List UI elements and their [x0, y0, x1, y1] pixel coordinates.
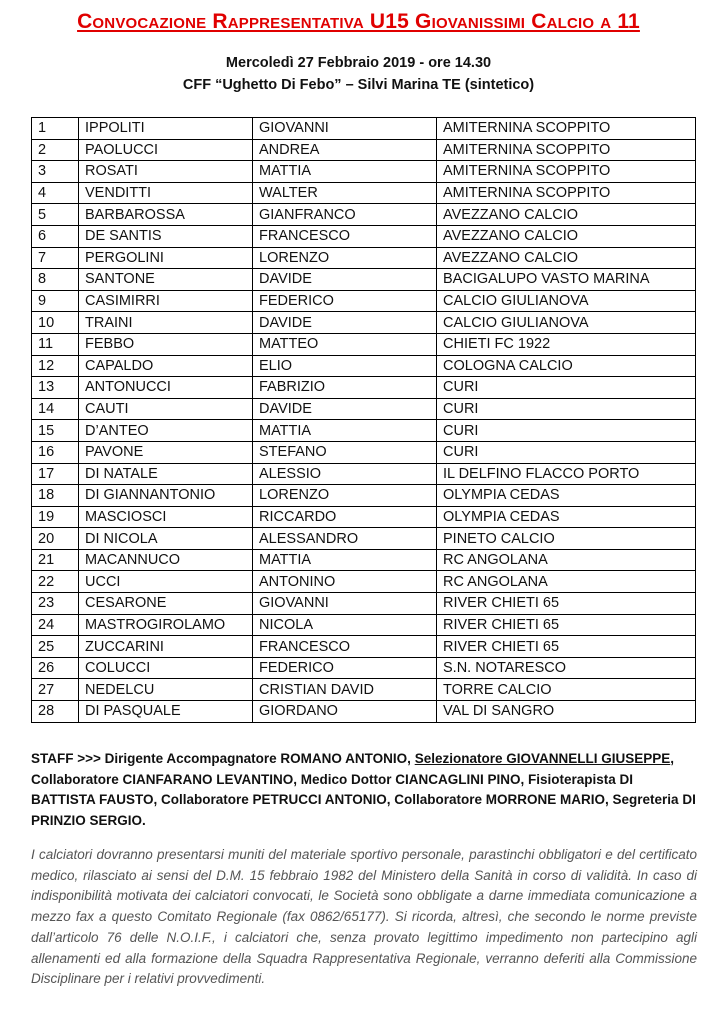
player-surname: PAVONE	[79, 441, 253, 463]
player-surname: SANTONE	[79, 269, 253, 291]
player-surname: CESARONE	[79, 593, 253, 615]
player-name: RICCARDO	[253, 506, 437, 528]
player-surname: CAUTI	[79, 398, 253, 420]
player-number: 11	[32, 333, 79, 355]
player-club: AMITERNINA SCOPPITO	[437, 139, 696, 161]
venue-line: CFF “Ughetto Di Febo” – Silvi Marina TE (sintetico)	[182, 77, 535, 93]
player-club: S.N. NOTARESCO	[437, 657, 696, 679]
player-name: ELIO	[253, 355, 437, 377]
table-row	[32, 593, 696, 615]
player-club: OLYMPIA CEDAS	[437, 506, 696, 528]
table-row	[32, 701, 696, 723]
table-row	[32, 614, 696, 636]
player-number: 13	[32, 377, 79, 399]
player-number: 16	[32, 441, 79, 463]
player-club: CALCIO GIULIANOVA	[437, 312, 696, 334]
date-line: Mercoledì 27 Febbraio 2019 - ore 14.30	[225, 55, 492, 71]
player-number: 17	[32, 463, 79, 485]
player-number: 6	[32, 225, 79, 247]
player-number: 26	[32, 657, 79, 679]
player-number: 21	[32, 549, 79, 571]
table-row	[32, 420, 696, 442]
player-club: IL DELFINO FLACCO PORTO	[437, 463, 696, 485]
player-name: CRISTIAN DAVID	[253, 679, 437, 701]
player-surname: ANTONUCCI	[79, 377, 253, 399]
table-row	[32, 161, 696, 183]
table-row	[32, 441, 696, 463]
table-row	[32, 549, 696, 571]
player-number: 1	[32, 118, 79, 140]
player-club: CURI	[437, 377, 696, 399]
player-surname: MACANNUCO	[79, 549, 253, 571]
player-surname: DI GIANNANTONIO	[79, 485, 253, 507]
player-number: 5	[32, 204, 79, 226]
table-row	[32, 506, 696, 528]
player-number: 4	[32, 182, 79, 204]
table-row	[32, 657, 696, 679]
player-club: CALCIO GIULIANOVA	[437, 290, 696, 312]
player-name: ANTONINO	[253, 571, 437, 593]
player-name: NICOLA	[253, 614, 437, 636]
table-row	[32, 485, 696, 507]
player-surname: ROSATI	[79, 161, 253, 183]
player-name: MATTIA	[253, 161, 437, 183]
document-title: Convocazione Rappresentativa U15 Giovanissimi Calcio a 11	[77, 10, 640, 33]
player-club: CURI	[437, 420, 696, 442]
player-name: LORENZO	[253, 247, 437, 269]
table-row	[32, 377, 696, 399]
player-surname: NEDELCU	[79, 679, 253, 701]
table-row	[32, 333, 696, 355]
player-surname: CAPALDO	[79, 355, 253, 377]
player-surname: DI NATALE	[79, 463, 253, 485]
player-surname: PERGOLINI	[79, 247, 253, 269]
player-club: AMITERNINA SCOPPITO	[437, 118, 696, 140]
player-name: WALTER	[253, 182, 437, 204]
player-number: 2	[32, 139, 79, 161]
player-number: 7	[32, 247, 79, 269]
player-number: 3	[32, 161, 79, 183]
player-number: 20	[32, 528, 79, 550]
player-number: 19	[32, 506, 79, 528]
table-row	[32, 312, 696, 334]
player-name: FEDERICO	[253, 290, 437, 312]
player-name: DAVIDE	[253, 398, 437, 420]
player-number: 14	[32, 398, 79, 420]
player-name: FRANCESCO	[253, 636, 437, 658]
player-name: ANDREA	[253, 139, 437, 161]
player-number: 23	[32, 593, 79, 615]
player-name: ALESSIO	[253, 463, 437, 485]
staff-text-part3: , Collaboratore CIANFARANO LEVANTINO, Medico Dottor CIANCAGLINI PINO, Fisioterapista DI BATTISTA FAUSTO, Collaboratore PETRUCCI ANTONIO, Collaboratore MORRONE MARIO, Segreteria DI PRINZIO SERGIO.	[31, 751, 696, 828]
table-row	[32, 398, 696, 420]
player-surname: COLUCCI	[79, 657, 253, 679]
table-row	[32, 269, 696, 291]
player-club: RC ANGOLANA	[437, 549, 696, 571]
player-surname: DE SANTIS	[79, 225, 253, 247]
player-surname: FEBBO	[79, 333, 253, 355]
player-surname: MASTROGIROLAMO	[79, 614, 253, 636]
player-number: 28	[32, 701, 79, 723]
player-surname: MASCIOSCI	[79, 506, 253, 528]
staff-paragraph	[31, 749, 697, 831]
player-club: AVEZZANO CALCIO	[437, 247, 696, 269]
staff-selezionatore: Selezionatore GIOVANNELLI GIUSEPPE	[414, 751, 671, 766]
table-row	[32, 571, 696, 593]
player-club: COLOGNA CALCIO	[437, 355, 696, 377]
player-club: AVEZZANO CALCIO	[437, 225, 696, 247]
player-name: FRANCESCO	[253, 225, 437, 247]
player-club: RIVER CHIETI 65	[437, 614, 696, 636]
player-surname: IPPOLITI	[79, 118, 253, 140]
player-club: RC ANGOLANA	[437, 571, 696, 593]
table-row	[32, 225, 696, 247]
players-table	[31, 117, 696, 723]
player-number: 9	[32, 290, 79, 312]
player-surname: CASIMIRRI	[79, 290, 253, 312]
player-number: 15	[32, 420, 79, 442]
player-club: AMITERNINA SCOPPITO	[437, 161, 696, 183]
player-surname: TRAINI	[79, 312, 253, 334]
player-club: AVEZZANO CALCIO	[437, 204, 696, 226]
player-number: 24	[32, 614, 79, 636]
player-name: FEDERICO	[253, 657, 437, 679]
player-club: CURI	[437, 398, 696, 420]
player-surname: DI NICOLA	[79, 528, 253, 550]
player-name: FABRIZIO	[253, 377, 437, 399]
players-table-body	[32, 118, 696, 723]
player-number: 22	[32, 571, 79, 593]
table-row	[32, 679, 696, 701]
player-name: MATTEO	[253, 333, 437, 355]
table-row	[32, 182, 696, 204]
player-club: PINETO CALCIO	[437, 528, 696, 550]
player-club: OLYMPIA CEDAS	[437, 485, 696, 507]
table-row	[32, 204, 696, 226]
player-name: GIANFRANCO	[253, 204, 437, 226]
player-club: VAL DI SANGRO	[437, 701, 696, 723]
player-name: STEFANO	[253, 441, 437, 463]
table-row	[32, 355, 696, 377]
table-row	[32, 118, 696, 140]
player-club: AMITERNINA SCOPPITO	[437, 182, 696, 204]
table-row	[32, 463, 696, 485]
player-name: LORENZO	[253, 485, 437, 507]
table-row	[32, 247, 696, 269]
player-surname: ZUCCARINI	[79, 636, 253, 658]
player-name: MATTIA	[253, 420, 437, 442]
player-name: DAVIDE	[253, 312, 437, 334]
player-name: GIOVANNI	[253, 593, 437, 615]
player-name: ALESSANDRO	[253, 528, 437, 550]
player-club: BACIGALUPO VASTO MARINA	[437, 269, 696, 291]
player-surname: BARBAROSSA	[79, 204, 253, 226]
player-number: 12	[32, 355, 79, 377]
player-number: 18	[32, 485, 79, 507]
player-surname: D’ANTEO	[79, 420, 253, 442]
staff-text-part1: STAFF >>> Dirigente Accompagnatore ROMANO ANTONIO,	[31, 751, 415, 766]
player-surname: VENDITTI	[79, 182, 253, 204]
player-name: MATTIA	[253, 549, 437, 571]
player-name: DAVIDE	[253, 269, 437, 291]
player-club: CHIETI FC 1922	[437, 333, 696, 355]
player-number: 10	[32, 312, 79, 334]
player-club: TORRE CALCIO	[437, 679, 696, 701]
table-row	[32, 528, 696, 550]
table-row	[32, 636, 696, 658]
player-number: 27	[32, 679, 79, 701]
player-number: 25	[32, 636, 79, 658]
player-club: CURI	[437, 441, 696, 463]
notice-paragraph: I calciatori dovranno presentarsi muniti del materiale sportivo personale, parastinchi obbligatori e del certificato medico, rilasciato ai sensi del D.M. 15 febbraio 1982 del Ministero della Sanità in corso di validità. In caso di indisponibilità motivata dei calciatori convocati, le Società sono obbligate a darne immediata comunicazione a mezzo fax a questo Comitato Regionale (fax 0862/65177). Si ricorda, altresì, che secondo le norme previste dall’articolo 76 delle N.O.I.F., i calciatori che, senza provato legittimo impedimento non partecipino agli allenamenti ed alla formazione della Squadra Rappresentativa Regionale, verranno deferiti alla Commissione Disciplinare per i relativi provvedimenti.	[31, 847, 697, 987]
table-row	[32, 290, 696, 312]
player-surname: DI PASQUALE	[79, 701, 253, 723]
player-name: GIORDANO	[253, 701, 437, 723]
player-surname: UCCI	[79, 571, 253, 593]
player-number: 8	[32, 269, 79, 291]
player-club: RIVER CHIETI 65	[437, 636, 696, 658]
player-surname: PAOLUCCI	[79, 139, 253, 161]
player-club: RIVER CHIETI 65	[437, 593, 696, 615]
table-row	[32, 139, 696, 161]
player-name: GIOVANNI	[253, 118, 437, 140]
